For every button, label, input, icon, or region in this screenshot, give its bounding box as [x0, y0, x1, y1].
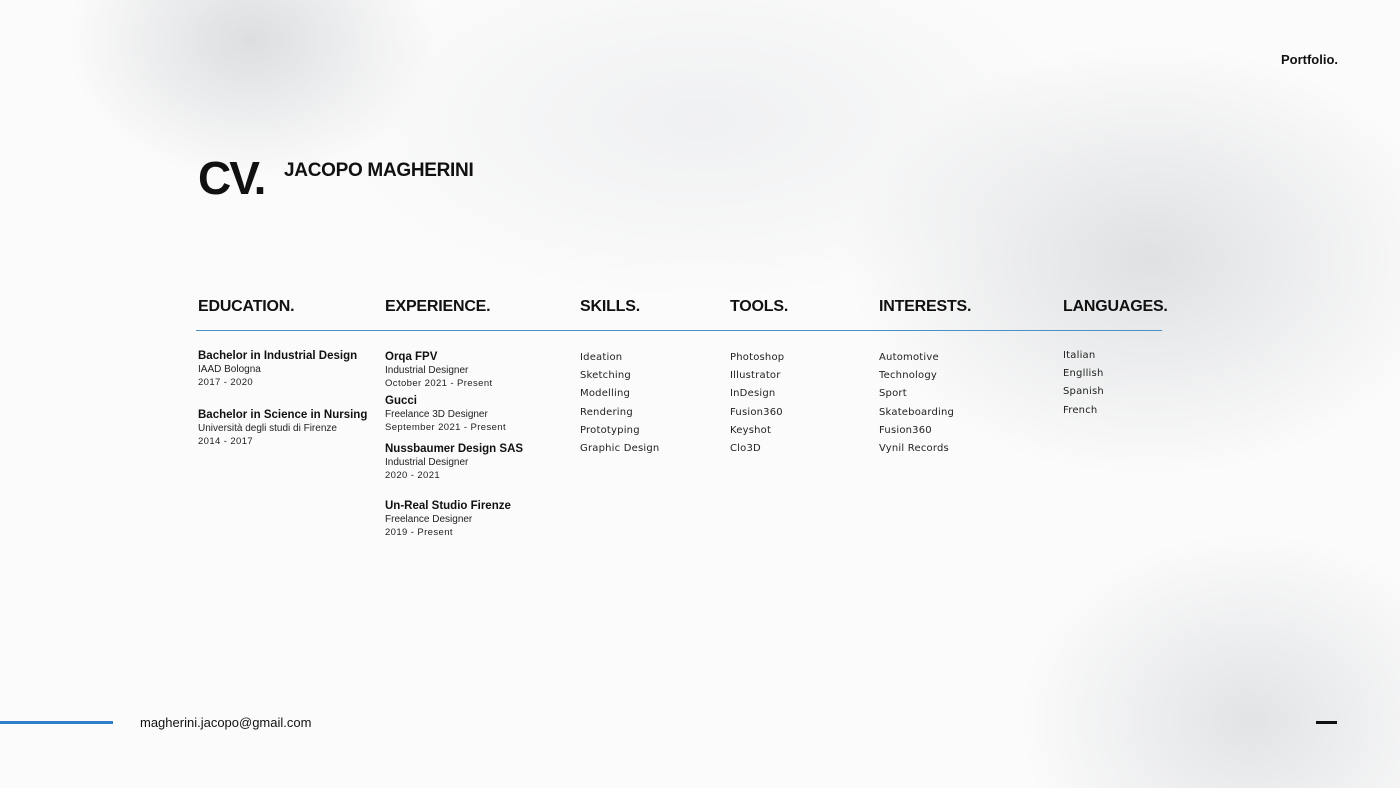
- experience-dates: September 2021 - Present: [385, 422, 507, 433]
- skill-item: Rendering: [580, 406, 633, 418]
- experience-heading: EXPERIENCE.: [385, 298, 491, 315]
- experience-company: Orqa FPV: [385, 351, 438, 363]
- education-place: Università degli studi di Firenze: [198, 423, 337, 434]
- education-title: Bachelor in Industrial Design: [198, 350, 358, 362]
- skill-item: Sketching: [580, 370, 631, 382]
- experience-dates: 2019 - Present: [385, 527, 453, 538]
- tool-item: Photoshop: [730, 352, 785, 363]
- experience-company: Nussbaumer Design SAS: [385, 443, 524, 455]
- skills-list: [580, 349, 659, 458]
- divider-rule: [196, 330, 1162, 331]
- dash-mark: [1316, 721, 1337, 724]
- tool-item: Clo3D: [730, 443, 761, 455]
- experience-dates: 2020 - 2021: [385, 470, 441, 481]
- language-item: Italian: [1063, 350, 1096, 361]
- interest-item: Vynil Records: [879, 443, 949, 455]
- education-dates: 2014 - 2017: [198, 436, 254, 447]
- interests-list: [879, 349, 954, 458]
- tools-list: [730, 349, 784, 458]
- interest-item: Sport: [879, 388, 907, 400]
- education-heading: EDUCATION.: [198, 298, 295, 315]
- languages-heading: LANGUAGES.: [1063, 298, 1168, 315]
- experience-entry: [385, 499, 511, 539]
- education-place: IAAD Bologna: [198, 364, 261, 375]
- interest-item: Automotive: [879, 352, 939, 363]
- interest-item: Technology: [879, 370, 938, 382]
- email-link[interactable]: magherini.jacopo@gmail.com: [140, 715, 312, 730]
- education-entry: [198, 408, 367, 448]
- education-dates: 2017 - 2020: [198, 377, 254, 388]
- experience-dates: October 2021 - Present: [385, 378, 493, 389]
- experience-company: Un-Real Studio Firenze: [385, 500, 511, 512]
- skill-item: Ideation: [580, 352, 623, 363]
- experience-entry: [385, 394, 506, 434]
- experience-role: Industrial Designer: [385, 457, 469, 468]
- language-item: French: [1063, 404, 1098, 416]
- accent-line: [0, 721, 113, 724]
- education-title: Bachelor in Science in Nursing: [198, 409, 368, 421]
- languages-list: [1063, 347, 1104, 420]
- experience-entry: [385, 350, 493, 390]
- interest-item: Fusion360: [879, 424, 932, 436]
- skill-item: Prototyping: [580, 424, 640, 436]
- tool-item: Keyshot: [730, 424, 772, 436]
- interests-heading: INTERESTS.: [879, 298, 972, 315]
- tools-heading: TOOLS.: [730, 298, 789, 315]
- experience-role: Industrial Designer: [385, 365, 469, 376]
- portfolio-label: Portfolio.: [1280, 52, 1338, 67]
- person-name: JACOPO MAGHERINI: [284, 160, 474, 181]
- skills-heading: SKILLS.: [580, 298, 640, 315]
- experience-role: Freelance Designer: [385, 514, 473, 525]
- skill-item: Graphic Design: [580, 443, 660, 455]
- tool-item: Illustrator: [730, 370, 781, 382]
- interest-item: Skateboarding: [879, 406, 955, 418]
- tool-item: Fusion360: [730, 406, 783, 418]
- education-entry: [198, 349, 357, 389]
- language-item: Engllish: [1063, 368, 1104, 380]
- experience-entry: [385, 442, 523, 482]
- skill-item: Modelling: [580, 388, 631, 400]
- experience-role: Freelance 3D Designer: [385, 409, 488, 420]
- cv-title: CV.: [198, 152, 265, 204]
- experience-company: Gucci: [385, 395, 417, 407]
- tool-item: InDesign: [730, 388, 776, 400]
- language-item: Spanish: [1063, 386, 1104, 398]
